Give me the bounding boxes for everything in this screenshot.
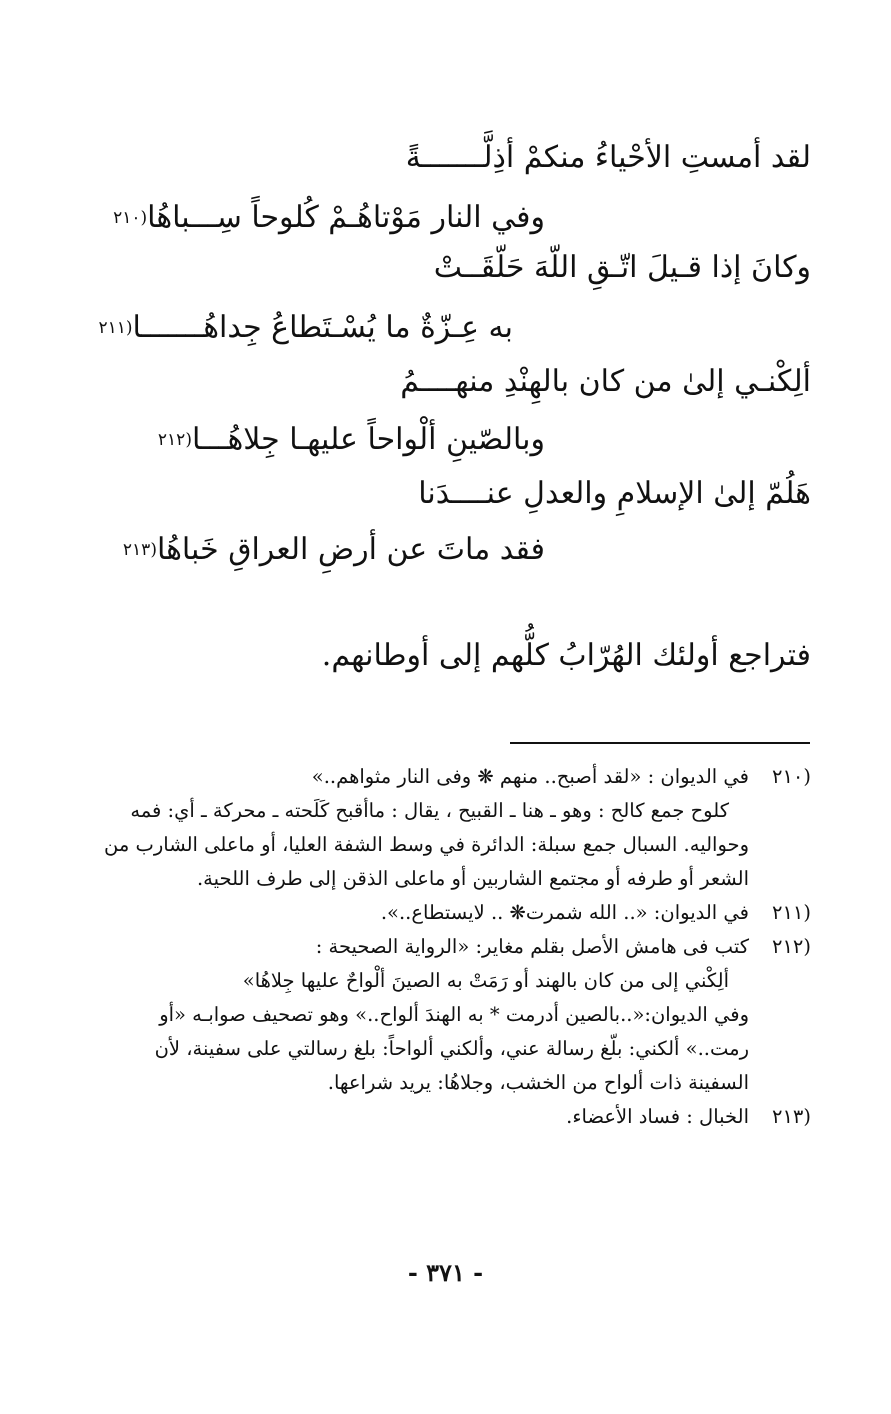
footnote-line: رمت..» ألكني: بلّغ رسالة عني، وألكني ألواحاً: بلغ رسالتي على سفينة، لأن bbox=[154, 1037, 749, 1060]
footnote-number: (٢١٣ bbox=[771, 1105, 811, 1128]
verse-text: به عِـزّةٌ ما يُسْـتَطاعُ جِداهُـــــــا bbox=[132, 310, 513, 345]
verse-line bbox=[123, 530, 545, 570]
verse-line bbox=[418, 474, 811, 514]
footnote-line: الشعر أو طرفه أو مجتمع الشاربين أو ماعلى الذقن إلى طرف اللحية. bbox=[196, 867, 749, 890]
verse-text: وبالصّينِ ألْواحاً عليهـا جِلاهُـــا bbox=[191, 422, 545, 457]
footnote-line: ألِكْني إلى من كان بالهند أو رَمَتْ به الصينَ ألْواحٌ عليها جِلاهُا» bbox=[242, 969, 729, 992]
verse-note-ref: (٢١٢ bbox=[157, 430, 192, 450]
verse-text: وكانَ إذا قـيلَ اتّـقِ اللّهَ حَلّقَــتْ bbox=[433, 250, 811, 285]
footnote bbox=[99, 760, 811, 896]
footnote-line: الخبال : فساد الأعضاء. bbox=[566, 1105, 749, 1128]
verse-text: وفي النار مَوْتاهُـمْ كُلوحاً سِـــباهُا bbox=[147, 200, 545, 235]
footnote-number: (٢١٠ bbox=[771, 765, 811, 788]
footnote-body bbox=[99, 1100, 749, 1134]
verse-text: هَلُمّ إلىٰ الإسلامِ والعدلِ عنــــدَنا bbox=[418, 476, 811, 511]
verse-text: لقد أمستِ الأحْياءُ منكمْ أذِلَّـــــــةً bbox=[405, 140, 811, 175]
footnote bbox=[99, 930, 811, 1100]
verse-text: فقد ماتَ عن أرضِ العراقِ خَباهُا bbox=[156, 532, 545, 567]
prose-paragraph: فتراجع أولئك الهُرّابُ كلُّهم إلى أوطانهم. bbox=[321, 638, 811, 673]
footnote-number: (٢١١ bbox=[771, 901, 811, 924]
footnote-line: وحواليه. السبال جمع سبلة: الدائرة في وسط الشفة العليا، أو ماعلى الشارب من bbox=[104, 833, 749, 856]
verse-note-ref: (٢١١ bbox=[98, 318, 133, 338]
verse-note-ref: (٢١٣ bbox=[122, 540, 157, 560]
verse-line bbox=[158, 420, 545, 460]
verse-line bbox=[434, 248, 811, 288]
footnote-line: وفي الديوان:«..بالصين أدرمت * به الهندَ ألواح..» وهو تصحيف صوابـه «أو bbox=[159, 1003, 749, 1026]
footnote-body bbox=[99, 930, 749, 1100]
footnote-line: في الديوان: «.. الله شمرت❋ .. لايستطاع..». bbox=[380, 901, 749, 924]
footnote-number: (٢١٢ bbox=[771, 935, 811, 958]
footnote-line: كلوح جمع كالح : وهو ـ هنا ـ القبيح ، يقال : ماأقبح كَلَحته ـ محركة ـ أي: فمه bbox=[130, 799, 729, 822]
verse-note-ref: (٢١٠ bbox=[113, 208, 148, 228]
footnote-divider bbox=[510, 742, 810, 744]
footnote-line: في الديوان : «لقد أصبح.. منهم ❋ وفى النار مثواهم..» bbox=[311, 765, 749, 788]
footnotes bbox=[99, 760, 811, 1134]
footnote-body bbox=[99, 760, 749, 896]
verse-line bbox=[400, 362, 811, 402]
footnote-body bbox=[99, 896, 749, 930]
verse-line bbox=[98, 308, 513, 348]
verse-line bbox=[406, 138, 811, 178]
verse-text: ألِكْنـي إلىٰ من كان بالهِنْدِ منهــــمُ bbox=[400, 364, 811, 399]
page-number: - ٣٧١ - bbox=[407, 1258, 484, 1287]
footnote-line: كتب فى هامش الأصل بقلم مغاير: «الرواية الصحيحة : bbox=[315, 935, 749, 958]
footnote-line: السفينة ذات ألواح من الخشب، وجلاهُا: يريد شراعها. bbox=[327, 1071, 749, 1094]
footnote bbox=[99, 896, 811, 930]
verse-line bbox=[113, 198, 545, 238]
footnote bbox=[99, 1100, 811, 1134]
